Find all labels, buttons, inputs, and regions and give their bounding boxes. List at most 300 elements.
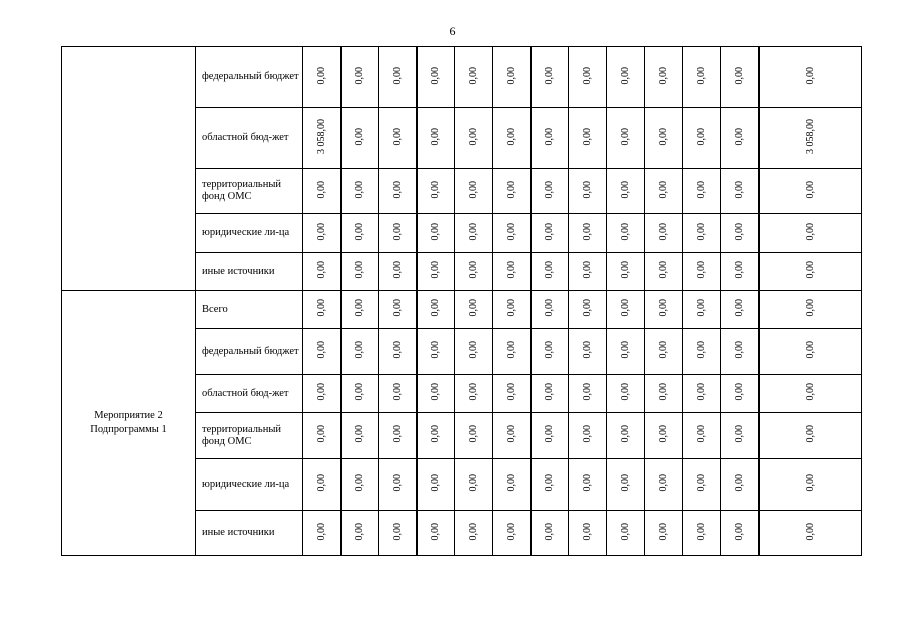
value-cell — [531, 214, 569, 253]
value-text: 0,00 — [620, 299, 631, 317]
total-cell — [759, 253, 862, 291]
value-text: 0,00 — [505, 180, 517, 199]
value-cell — [455, 214, 493, 253]
value-text: 0,00 — [582, 474, 593, 492]
value-text: 0,00 — [315, 383, 327, 401]
total-cell — [759, 511, 862, 556]
table-row — [62, 47, 862, 108]
value-cell — [493, 169, 531, 214]
value-text: 0,00 — [391, 474, 403, 492]
value-text: 0,00 — [315, 522, 327, 541]
value-text: 0,00 — [505, 522, 517, 541]
value-text: 0,00 — [505, 222, 517, 241]
value-text: 0,00 — [733, 522, 745, 541]
value-cell — [379, 511, 417, 556]
value-cell — [645, 214, 683, 253]
page-number: 6 — [449, 24, 456, 38]
funding-source-cell: территориальный фонд ОМС — [196, 169, 303, 214]
value-text: 0,00 — [582, 261, 593, 279]
value-text: 0,00 — [658, 383, 669, 401]
total-cell — [759, 108, 862, 169]
value-cell — [645, 253, 683, 291]
total-text: 3 058,00 — [804, 119, 816, 154]
table-body — [62, 47, 862, 556]
value-cell — [341, 459, 379, 511]
value-cell — [417, 459, 455, 511]
value-text: 0,00 — [658, 180, 669, 199]
value-cell — [607, 108, 645, 169]
value-cell — [607, 214, 645, 253]
value-cell — [607, 413, 645, 459]
value-cell — [493, 47, 531, 108]
value-cell — [341, 375, 379, 413]
value-text: 0,00 — [505, 383, 517, 401]
value-text: 0,00 — [658, 261, 669, 279]
value-cell — [303, 108, 341, 169]
value-text: 0,00 — [391, 383, 403, 401]
value-text: 0,00 — [696, 522, 707, 541]
value-text: 0,00 — [354, 341, 366, 359]
value-cell — [645, 413, 683, 459]
value-text: 0,00 — [620, 383, 631, 401]
value-text: 0,00 — [582, 383, 593, 401]
total-cell — [759, 375, 862, 413]
value-cell — [493, 253, 531, 291]
value-cell — [455, 459, 493, 511]
value-text: 0,00 — [696, 180, 707, 199]
value-text: 0,00 — [468, 180, 479, 199]
value-text: 0,00 — [468, 425, 479, 443]
value-text: 0,00 — [391, 261, 403, 279]
value-text: 0,00 — [468, 474, 479, 492]
value-cell — [645, 169, 683, 214]
value-cell — [303, 47, 341, 108]
event-name-cell: Мероприятие 2 Подпрограммы 1 — [62, 291, 196, 556]
value-cell — [683, 169, 721, 214]
value-text: 0,00 — [544, 222, 556, 241]
value-cell — [683, 214, 721, 253]
value-text: 0,00 — [430, 341, 442, 359]
value-cell — [303, 291, 341, 329]
value-cell — [379, 108, 417, 169]
value-text: 0,00 — [544, 127, 556, 146]
value-text: 0,00 — [354, 180, 366, 199]
value-cell — [645, 375, 683, 413]
value-text: 0,00 — [544, 474, 556, 492]
value-cell — [531, 253, 569, 291]
value-cell — [493, 511, 531, 556]
value-cell — [721, 329, 759, 375]
value-cell — [303, 375, 341, 413]
value-text: 0,00 — [582, 522, 593, 541]
value-cell — [341, 329, 379, 375]
value-cell — [645, 329, 683, 375]
value-text: 0,00 — [354, 127, 366, 146]
value-cell — [569, 329, 607, 375]
value-text: 0,00 — [354, 261, 366, 279]
value-cell — [531, 169, 569, 214]
value-cell — [569, 459, 607, 511]
value-cell — [455, 169, 493, 214]
table-row — [62, 291, 862, 329]
value-text: 0,00 — [468, 299, 479, 317]
value-text: 0,00 — [620, 425, 631, 443]
total-cell — [759, 169, 862, 214]
value-cell — [683, 413, 721, 459]
value-text: 0,00 — [658, 522, 669, 541]
funding-source-cell: иные источники — [196, 511, 303, 556]
funding-source-cell: областной бюд-жет — [196, 375, 303, 413]
value-text: 0,00 — [430, 261, 442, 279]
value-text: 0,00 — [315, 180, 327, 199]
value-text: 0,00 — [430, 127, 442, 146]
value-text: 0,00 — [620, 127, 631, 146]
value-text: 0,00 — [391, 299, 403, 317]
value-cell — [607, 375, 645, 413]
value-text: 0,00 — [582, 222, 593, 241]
value-cell — [607, 253, 645, 291]
value-cell — [455, 108, 493, 169]
total-cell — [759, 291, 862, 329]
value-cell — [645, 291, 683, 329]
value-cell — [569, 214, 607, 253]
value-text: 0,00 — [733, 299, 745, 317]
value-text: 0,00 — [430, 383, 442, 401]
value-cell — [303, 253, 341, 291]
value-cell — [531, 375, 569, 413]
event-name-cell — [62, 47, 196, 291]
value-text: 0,00 — [315, 474, 327, 492]
total-text: 0,00 — [804, 522, 816, 541]
value-text: 0,00 — [620, 522, 631, 541]
value-cell — [341, 47, 379, 108]
value-text: 0,00 — [391, 425, 403, 443]
value-cell — [417, 291, 455, 329]
value-cell — [607, 169, 645, 214]
value-text: 0,00 — [582, 127, 593, 146]
value-cell — [417, 47, 455, 108]
value-cell — [379, 253, 417, 291]
value-cell — [493, 375, 531, 413]
value-text: 0,00 — [696, 261, 707, 279]
value-text: 0,00 — [620, 66, 631, 85]
value-text: 0,00 — [505, 474, 517, 492]
value-text: 0,00 — [582, 425, 593, 443]
value-text: 0,00 — [354, 474, 366, 492]
value-text: 0,00 — [315, 261, 327, 279]
value-text: 0,00 — [696, 383, 707, 401]
value-cell — [721, 459, 759, 511]
value-text: 0,00 — [620, 474, 631, 492]
value-text: 0,00 — [733, 261, 745, 279]
value-cell — [417, 169, 455, 214]
value-text: 0,00 — [658, 299, 669, 317]
value-cell — [721, 253, 759, 291]
value-cell — [379, 329, 417, 375]
value-cell — [531, 291, 569, 329]
total-text: 0,00 — [804, 425, 816, 443]
value-cell — [721, 413, 759, 459]
value-text: 0,00 — [391, 180, 403, 199]
value-text: 0,00 — [620, 261, 631, 279]
value-text: 0,00 — [544, 261, 556, 279]
value-cell — [531, 511, 569, 556]
value-cell — [645, 108, 683, 169]
value-cell — [341, 169, 379, 214]
value-text: 0,00 — [620, 180, 631, 199]
value-cell — [721, 108, 759, 169]
value-cell — [341, 511, 379, 556]
value-text: 0,00 — [468, 66, 479, 85]
value-text: 0,00 — [468, 222, 479, 241]
total-cell — [759, 47, 862, 108]
value-text: 0,00 — [391, 127, 403, 146]
value-cell — [417, 253, 455, 291]
value-text: 0,00 — [315, 425, 327, 443]
value-text: 0,00 — [468, 341, 479, 359]
funding-source-cell: территориальный фонд ОМС — [196, 413, 303, 459]
funding-source-cell: иные источники — [196, 253, 303, 291]
value-text: 0,00 — [544, 66, 556, 85]
value-text: 0,00 — [544, 299, 556, 317]
value-cell — [683, 47, 721, 108]
value-cell — [683, 329, 721, 375]
value-text: 0,00 — [505, 341, 517, 359]
value-text: 0,00 — [733, 127, 745, 146]
value-cell — [683, 253, 721, 291]
value-cell — [569, 511, 607, 556]
value-text: 0,00 — [544, 425, 556, 443]
funding-source-cell: Всего — [196, 291, 303, 329]
value-cell — [569, 413, 607, 459]
value-cell — [531, 413, 569, 459]
value-cell — [341, 291, 379, 329]
value-text: 0,00 — [505, 299, 517, 317]
value-cell — [721, 47, 759, 108]
value-cell — [493, 329, 531, 375]
value-cell — [493, 214, 531, 253]
total-text: 0,00 — [804, 180, 816, 199]
value-text: 0,00 — [696, 127, 707, 146]
value-cell — [721, 291, 759, 329]
total-text: 0,00 — [804, 66, 816, 85]
value-text: 0,00 — [391, 66, 403, 85]
total-cell — [759, 459, 862, 511]
value-cell — [493, 413, 531, 459]
value-cell — [341, 108, 379, 169]
value-cell — [303, 329, 341, 375]
value-text: 0,00 — [315, 222, 327, 241]
value-text: 0,00 — [354, 522, 366, 541]
value-text: 0,00 — [468, 522, 479, 541]
value-cell — [303, 169, 341, 214]
value-text: 0,00 — [544, 383, 556, 401]
value-cell — [303, 413, 341, 459]
value-cell — [569, 375, 607, 413]
value-text: 0,00 — [354, 222, 366, 241]
value-text: 0,00 — [430, 222, 442, 241]
value-cell — [455, 329, 493, 375]
value-text: 0,00 — [696, 425, 707, 443]
value-cell — [303, 459, 341, 511]
value-cell — [721, 375, 759, 413]
funding-source-cell: областной бюд-жет — [196, 108, 303, 169]
value-text: 0,00 — [733, 425, 745, 443]
value-cell — [607, 459, 645, 511]
funding-source-cell: федеральный бюджет — [196, 329, 303, 375]
value-text: 0,00 — [391, 341, 403, 359]
value-text: 0,00 — [468, 127, 479, 146]
value-text: 0,00 — [505, 66, 517, 85]
value-text: 0,00 — [582, 180, 593, 199]
value-text: 0,00 — [658, 127, 669, 146]
value-cell — [721, 214, 759, 253]
value-text: 0,00 — [582, 341, 593, 359]
value-text: 0,00 — [733, 341, 745, 359]
value-text: 0,00 — [430, 425, 442, 443]
value-cell — [493, 108, 531, 169]
value-cell — [645, 511, 683, 556]
total-cell — [759, 413, 862, 459]
value-cell — [493, 291, 531, 329]
value-text: 0,00 — [582, 66, 593, 85]
value-text: 0,00 — [544, 341, 556, 359]
value-cell — [531, 459, 569, 511]
value-cell — [683, 375, 721, 413]
value-text: 0,00 — [315, 299, 327, 317]
value-cell — [569, 291, 607, 329]
value-cell — [607, 47, 645, 108]
value-text: 3 058,00 — [315, 119, 327, 154]
value-cell — [569, 108, 607, 169]
value-cell — [455, 291, 493, 329]
value-text: 0,00 — [733, 66, 745, 85]
value-cell — [683, 511, 721, 556]
value-text: 0,00 — [544, 180, 556, 199]
value-text: 0,00 — [620, 341, 631, 359]
value-cell — [417, 413, 455, 459]
value-cell — [569, 169, 607, 214]
total-cell — [759, 329, 862, 375]
value-cell — [683, 459, 721, 511]
value-text: 0,00 — [391, 222, 403, 241]
value-cell — [379, 291, 417, 329]
value-text: 0,00 — [658, 341, 669, 359]
value-text: 0,00 — [315, 341, 327, 359]
value-text: 0,00 — [430, 299, 442, 317]
value-text: 0,00 — [658, 222, 669, 241]
value-cell — [683, 291, 721, 329]
value-cell — [455, 413, 493, 459]
value-text: 0,00 — [696, 341, 707, 359]
value-text: 0,00 — [733, 222, 745, 241]
value-cell — [645, 47, 683, 108]
total-text: 0,00 — [804, 341, 816, 359]
value-cell — [379, 413, 417, 459]
value-text: 0,00 — [391, 522, 403, 541]
value-cell — [379, 375, 417, 413]
value-cell — [379, 214, 417, 253]
value-text: 0,00 — [658, 66, 669, 85]
funding-source-cell: юридические ли-ца — [196, 459, 303, 511]
value-text: 0,00 — [658, 425, 669, 443]
value-cell — [607, 511, 645, 556]
value-text: 0,00 — [505, 425, 517, 443]
value-cell — [531, 47, 569, 108]
value-text: 0,00 — [354, 425, 366, 443]
value-text: 0,00 — [696, 222, 707, 241]
value-text: 0,00 — [696, 299, 707, 317]
value-text: 0,00 — [468, 383, 479, 401]
value-cell — [455, 511, 493, 556]
value-cell — [417, 375, 455, 413]
total-text: 0,00 — [804, 222, 816, 241]
value-cell — [493, 459, 531, 511]
total-text: 0,00 — [804, 299, 816, 317]
value-cell — [683, 108, 721, 169]
value-text: 0,00 — [505, 127, 517, 146]
total-cell — [759, 214, 862, 253]
value-cell — [455, 253, 493, 291]
value-text: 0,00 — [544, 522, 556, 541]
value-text: 0,00 — [430, 522, 442, 541]
value-text: 0,00 — [733, 383, 745, 401]
value-text: 0,00 — [354, 66, 366, 85]
value-text: 0,00 — [430, 180, 442, 199]
value-text: 0,00 — [468, 261, 479, 279]
value-text: 0,00 — [430, 66, 442, 85]
value-cell — [379, 459, 417, 511]
value-cell — [721, 511, 759, 556]
total-text: 0,00 — [804, 261, 816, 279]
value-cell — [417, 108, 455, 169]
value-text: 0,00 — [315, 66, 327, 85]
value-cell — [569, 253, 607, 291]
value-text: 0,00 — [505, 261, 517, 279]
value-text: 0,00 — [620, 222, 631, 241]
funding-source-cell: федеральный бюджет — [196, 47, 303, 108]
value-cell — [341, 413, 379, 459]
value-text: 0,00 — [354, 299, 366, 317]
budget-table — [61, 46, 862, 556]
value-cell — [569, 47, 607, 108]
value-text: 0,00 — [658, 474, 669, 492]
value-text: 0,00 — [733, 180, 745, 199]
value-cell — [721, 169, 759, 214]
value-cell — [341, 214, 379, 253]
value-cell — [417, 329, 455, 375]
value-cell — [303, 511, 341, 556]
value-text: 0,00 — [696, 66, 707, 85]
value-cell — [417, 214, 455, 253]
value-text: 0,00 — [354, 383, 366, 401]
value-text: 0,00 — [733, 474, 745, 492]
value-cell — [417, 511, 455, 556]
value-cell — [645, 459, 683, 511]
value-cell — [531, 108, 569, 169]
value-cell — [455, 47, 493, 108]
total-text: 0,00 — [804, 474, 816, 492]
value-cell — [607, 329, 645, 375]
value-cell — [607, 291, 645, 329]
total-text: 0,00 — [804, 383, 816, 401]
value-cell — [379, 169, 417, 214]
value-text: 0,00 — [696, 474, 707, 492]
value-cell — [379, 47, 417, 108]
value-cell — [341, 253, 379, 291]
value-cell — [303, 214, 341, 253]
funding-source-cell: юридические ли-ца — [196, 214, 303, 253]
